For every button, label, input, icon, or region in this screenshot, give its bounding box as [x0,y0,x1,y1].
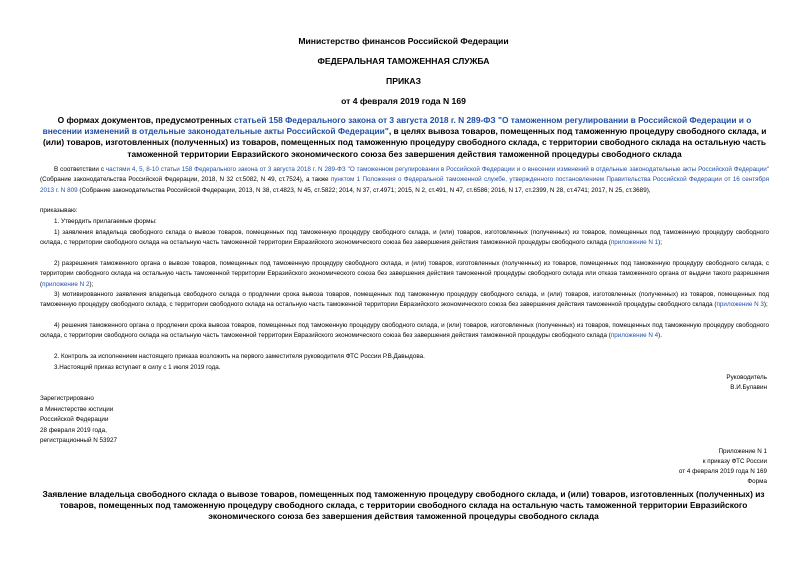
preamble-text-2: (Собрание законодательства Российской Федерации, 2018, N 32 ст.5082, N 49, ст.7524), а также [40,176,331,184]
sub-item-4 [40,321,769,342]
preamble-regulation-link[interactable]: пунктом 1 Положения о Федеральной таможенной службе, утвержденного постановлением Правительства Российской Федерации от 16 сентября 2013 г. N 809 [40,176,769,194]
order-word: приказываю: [40,207,78,214]
sub-item-2-end: ); [89,280,94,288]
sub-item-3-text: 3) мотивированного заявления владельца свободного склада о продлении срока вывоза товаров, помещенных под таможенную процедуру свободного склада, и (или) товаров, изготовленных (полученных) из товаров, помещенных под таможенную процедуру свободного склада, с территории свободного склада на остальную часть таможенной территории Евразийского экономического союза без завершения действия таможенной процедуры свободного склада ( [40,291,769,309]
sub-item-3-end: ); [763,301,768,309]
registration-line-3: Российской Федерации [40,416,109,423]
preamble-paragraph [40,165,769,196]
registration-number: регистрационный N 53927 [40,437,118,444]
ministry-heading: Министерство финансов Российской Федерации [298,36,509,46]
appendix-3-link[interactable]: приложение N 3 [716,301,764,309]
sub-item-4-end: ). [658,332,663,340]
sub-item-3 [40,290,769,311]
signature-role: Руководитель [726,374,767,381]
appendix-form-label: Форма [747,478,767,485]
sub-item-1-end: ); [658,239,663,247]
title-text-end: , в целях вывоза товаров, помещенных под таможенную процедуру свободного склада, и (или) товаров, изготовленных (полученных) из товаров, помещенных под таможенную процедуру свободного склада, с территории свободного склада на остальную часть таможенной территории Евразийского экономического союза без завершения действия таможенной процедуры свободного склада [42,126,767,159]
appendix-order-date: от 4 февраля 2019 года N 169 [678,468,767,475]
sub-item-1-text: 1) заявления владельца свободного склада о вывозе товаров, помещенных под таможенную процедуру свободного склада, и (или) товаров, изготовленных (полученных) из товаров, помещенных под таможенную процедуру свободного склада, с территории свободного склада на остальную часть таможенной территории Евразийского экономического союза без завершения действия таможенной процедуры свободного склада ( [40,229,769,247]
registration-line-1: Зарегистрировано [40,395,94,402]
item-3: 3.Настоящий приказ вступает в силу с 1 июля 2019 года. [54,364,221,371]
signature-name: В.И.Булавин [730,384,767,391]
sub-item-2-text: 2) разрешения таможенного органа о вывозе товаров, помещенных под таможенную процедуру свободного склада, и (или) товаров, изготовленных (полученных) из товаров, помещенных под таможенную процедуру свободного склада, с территории свободного склада на остальную часть таможенной территории Евразийского экономического союза без завершения действия таможенной процедуры свободного склада или отказа таможенного органа от выдачи такого разрешения ( [40,260,769,288]
doc-date-heading: от 4 февраля 2019 года N 169 [341,96,466,106]
item-2: 2. Контроль за исполнением настоящего приказа возложить на первого заместителя руководителя ФТС России Р.В.Давыдова. [54,353,425,360]
item-1: 1. Утвердить прилагаемые формы: [54,218,157,225]
appendix-2-link[interactable]: приложение N 2 [42,280,90,288]
document-title [40,115,769,160]
appendix-4-link[interactable]: приложение N 4 [610,332,659,340]
registration-line-2: в Министерстве юстиции [40,406,114,413]
title-law-link[interactable]: статьей 158 Федерального закона от 3 августа 2018 г. N 289-ФЗ "О таможенном регулировании в Российской Федерации и о внесении изменений в отдельные законодательные акты Российской Федерации" [42,115,752,137]
registration-line-4: 28 февраля 2019 года, [40,427,107,434]
appendix-number: Приложение N 1 [718,448,767,455]
form-title: Заявление владельца свободного склада о вывозе товаров, помещенных под таможенную процедуру свободного склада, и (или) товаров, изготовленных (полученных) из товаров, помещенных под таможенную процедуру свободного склада, с территории свободного склада на остальную часть таможенной территории Евразийского экономического союза без завершения действия таможенной процедуры свободного склада [42,489,765,522]
preamble-text-1: В соответствии с [54,166,106,173]
appendix-order-ref: к приказу ФТС России [702,458,767,465]
service-heading: ФЕДЕРАЛЬНАЯ ТАМОЖЕННАЯ СЛУЖБА [317,56,490,66]
appendix-1-link[interactable]: приложение N 1 [610,239,659,247]
preamble-text-3: (Собрание законодательства Российской Федерации, 2013, N 38, ст.4823, N 45, ст.5822; 2014, N 37, ст.4971; 2015, N 2, ст.491, N 47, ст.6586; 2016, N 17, ст.2399, N 28, ст.4741; 2017, N 25, ст.3689), [77,186,651,194]
sub-item-2 [40,259,769,290]
preamble-law-link[interactable]: частями 4, 5, 8-10 статьи 158 Федерального закона от 3 августа 2018 г. N 289-ФЗ "О таможенном регулировании в Российской Федерации и о внесении изменений в отдельные законодательные акты Российской Федерации" [105,166,770,173]
sub-item-4-text: 4) решения таможенного органа о продлении срока вывоза товаров, помещенных под таможенную процедуру свободного склада, и (или) товаров, изготовленных (полученных) из товаров, помещенных под таможенную процедуру свободного склада, с территории свободного склада на остальную часть таможенной территории Евразийского экономического союза без завершения действия таможенной процедуры свободного склада ( [40,322,769,340]
doc-type-heading: ПРИКАЗ [386,76,421,86]
title-text-start: О формах документов, предусмотренных [57,115,234,125]
sub-item-1 [40,228,769,249]
